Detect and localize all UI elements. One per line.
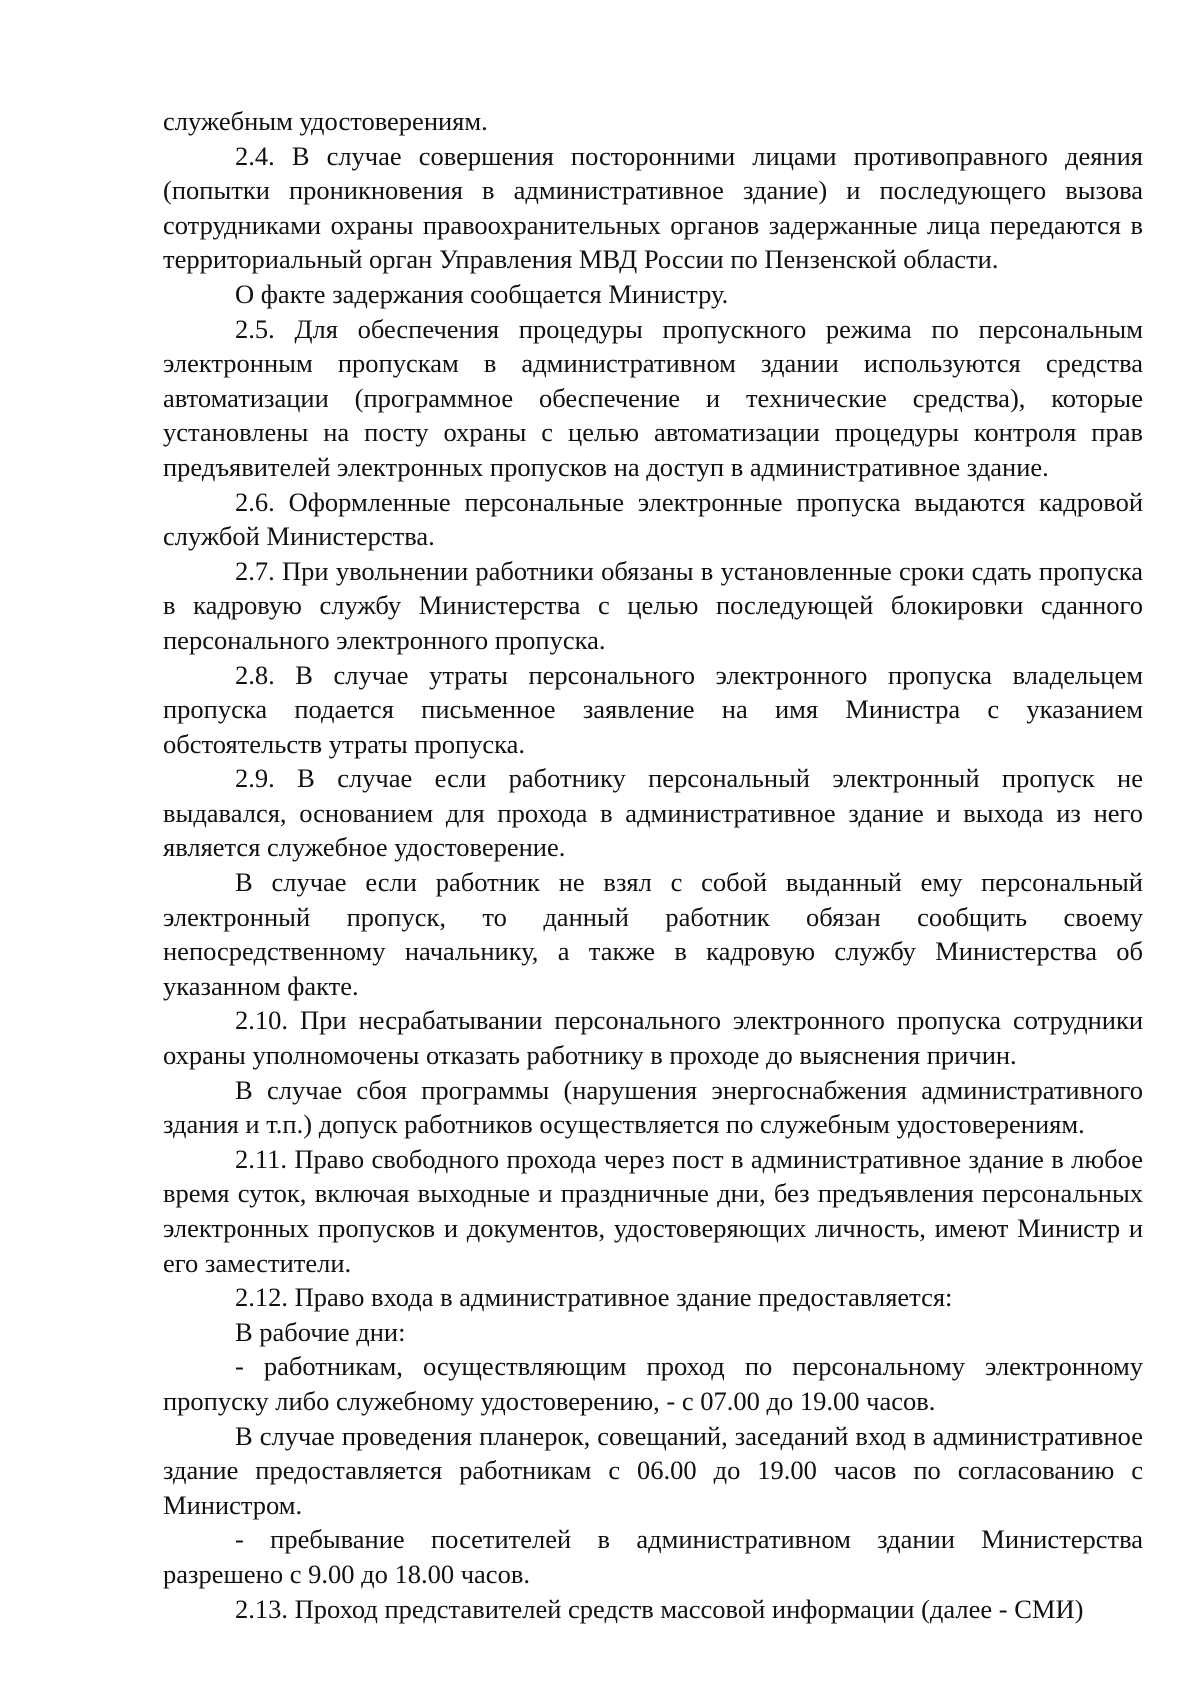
paragraph-2-8: 2.8. В случае утраты персонального электронного пропуска владельцем пропуска подается письменное заявление на имя Министра с указанием обстоятельств утраты пропуска. <box>163 659 1143 759</box>
paragraph-detention-notice: О факте задержания сообщается Министру. <box>235 278 729 309</box>
document-body <box>163 104 1143 1626</box>
paragraph-2-9-forgotten-pass: В случае если работник не взял с собой выданный ему персональный электронный пропуск, то данный работник обязан сообщить своему непосредственному начальнику, а также в кадровую службу Министерства об указанном факте. <box>163 867 1143 1001</box>
paragraph-visitors-hours: - пребывание посетителей в административном здании Министерства разрешено с 9.00 до 18.00 часов. <box>163 1524 1143 1589</box>
paragraph-2-7: 2.7. При увольнении работники обязаны в установленные сроки сдать пропуска в кадровую службу Министерства с целью последующей блокировки сданного персонального электронного пропуска. <box>163 555 1143 655</box>
paragraph-2-10: 2.10. При несрабатывании персонального электронного пропуска сотрудники охраны уполномочены отказать работнику в проходе до выяснения причин. <box>163 1005 1143 1071</box>
paragraph-2-4: 2.4. В случае совершения посторонними лицами противоправного деяния (попытки проникновения в административное здание) и последующего вызова сотрудниками охраны правоохранительных органов задержанные лица передаются в территориальный орган Управления МВД России по Пензенской области. <box>163 140 1143 275</box>
paragraph-2-10-system-failure: В случае сбоя программы (нарушения энергоснабжения административного здания и т.п.) допуск работников осуществляется по служебным удостоверениям. <box>163 1074 1143 1140</box>
paragraph-2-6: 2.6. Оформленные персональные электронные пропуска выдаются кадровой службой Министерства. <box>163 486 1143 552</box>
paragraph-2-5: 2.5. Для обеспечения процедуры пропускного режима по персональным электронным пропускам в административном здании используются средства автоматизации (программное обеспечение и технические средства), которые установлены на посту охраны с целью автоматизации процедуры контроля прав предъявителей электронных пропусков на доступ в административное здание. <box>163 313 1143 482</box>
paragraph-working-days: В рабочие дни: <box>235 1316 406 1347</box>
paragraph-continuation: служебным удостоверениям. <box>163 106 488 136</box>
paragraph-2-12: 2.12. Право входа в административное здание предоставляется: <box>235 1282 953 1313</box>
paragraph-employees-hours: - работникам, осуществляющим проход по персональному электронному пропуску либо служебному удостоверению, - с 07.00 до 19.00 часов. <box>163 1351 1143 1416</box>
paragraph-2-11: 2.11. Право свободного прохода через пост в административное здание в любое время суток, включая выходные и праздничные дни, без предъявления персональных электронных пропусков и документов, удостоверяющих личность, имеют Министр и его заместители. <box>163 1143 1143 1278</box>
paragraph-meetings-hours: В случае проведения планерок, совещаний, заседаний вход в административное здание предоставляется работникам с 06.00 до 19.00 часов по согласованию с Министром. <box>163 1420 1143 1520</box>
paragraph-2-9: 2.9. В случае если работнику персональный электронный пропуск не выдавался, основанием для прохода в административное здание и выхода из него является служебное удостоверение. <box>163 763 1143 863</box>
paragraph-2-13: 2.13. Проход представителей средств массовой информации (далее - СМИ) <box>235 1593 1084 1624</box>
